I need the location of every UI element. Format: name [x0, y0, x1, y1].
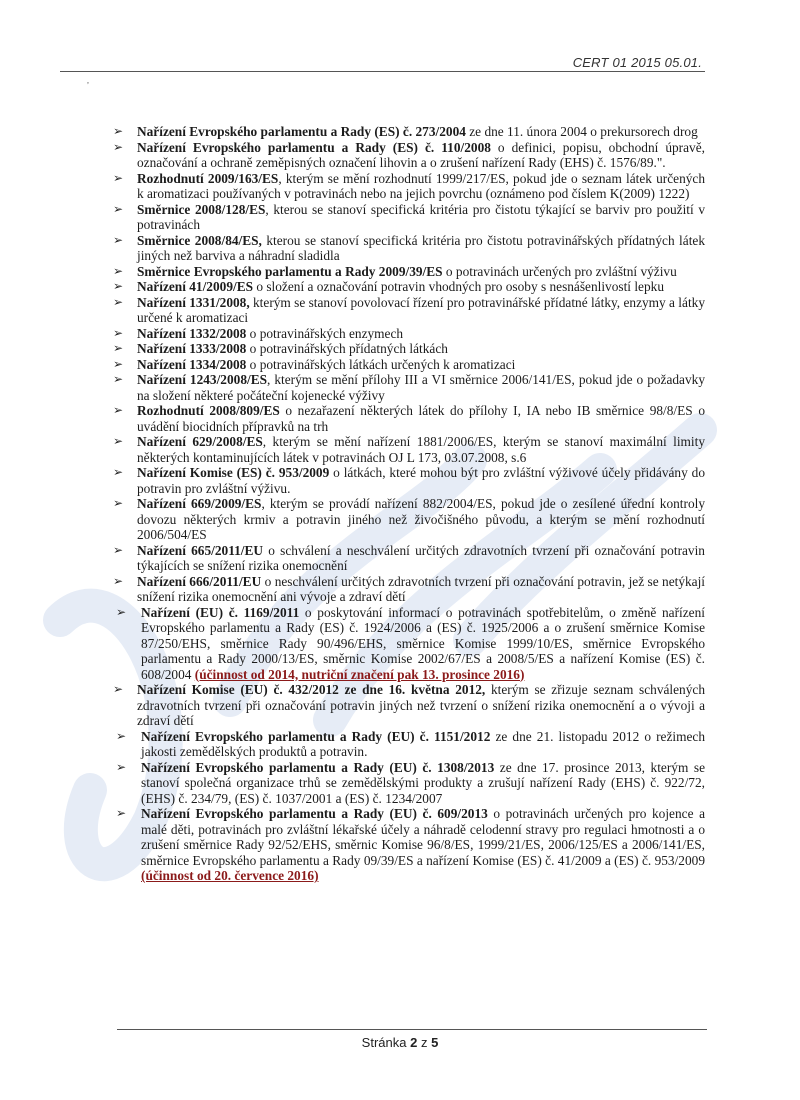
regulation-title: Nařízení Komise (EU) č. 432/2012 ze dne 16. května 2012,	[137, 682, 486, 697]
regulation-item	[113, 682, 705, 729]
arrowhead-bullet-icon: ➢	[113, 170, 124, 185]
regulation-description: , kterým se mění přílohy III a VI směrnice 2006/141/ES, pokud jde o požadavky na složení některé počáteční kojenecké výživy	[137, 372, 705, 403]
regulation-title: Směrnice Evropského parlamentu a Rady 2009/39/ES	[137, 263, 443, 279]
regulation-description: kterým se zřizuje seznam schválených zdravotních tvrzení při označování potravin jiných než tvrzení o snížení rizika onemocnění a o vývoji a zdraví dětí	[137, 682, 705, 728]
regulation-title: Nařízení Evropského parlamentu a Rady (ES) č. 273/2004	[137, 124, 466, 139]
regulation-list	[113, 124, 705, 884]
arrowhead-bullet-icon: ➢	[116, 759, 127, 774]
arrowhead-bullet-icon: ➢	[113, 356, 124, 371]
regulation-item	[113, 372, 705, 403]
regulation-item	[113, 465, 705, 496]
regulation-title: Nařízení 629/2008/ES	[137, 434, 263, 449]
regulation-description: , kterým se mění rozhodnutí 1999/217/ES, pokud jde o seznam látek určených k aromatizaci používaných v potravinách nebo na jejich povrchu (oznámeno pod číslem K(2009) 1222)	[137, 170, 706, 201]
arrowhead-bullet-icon: ➢	[113, 232, 124, 247]
arrowhead-bullet-icon: ➢	[113, 279, 124, 293]
regulation-description: o látkách, které mohou být pro zvláštní výživové účely přidávány do potravin pro zvláštní výživu.	[137, 465, 705, 496]
regulation-item	[113, 171, 705, 202]
regulation-item	[113, 341, 705, 357]
page-label: Stránka	[361, 1035, 407, 1050]
regulation-title: Nařízení 665/2011/EU	[137, 542, 264, 558]
regulation-item	[113, 326, 705, 342]
regulation-description: , kterým se provádí nařízení 882/2004/ES, pokud jde o zesílené úřední kontroly dovozu některých krmiv a potravin jiného než živočišného původu, a kterým se mění rozhodnutí 2006/504/ES	[137, 496, 705, 542]
regulation-description: o potravinářských přídatných látkách	[246, 341, 448, 356]
regulation-title: Nařízení (EU) č. 1169/2011	[141, 604, 300, 620]
arrowhead-bullet-icon: ➢	[113, 139, 124, 154]
arrowhead-bullet-icon: ➢	[113, 325, 124, 340]
effective-date-note: (účinnost od 20. července 2016)	[141, 868, 319, 883]
regulation-title: Rozhodnutí 2008/809/ES	[137, 403, 280, 418]
regulation-description: kterou se stanoví specifická kritéria pro čistotu potravinářských přídatných látek jiných než barviva a náhradní sladidla	[137, 232, 705, 263]
of-label: z	[420, 1035, 428, 1050]
arrowhead-bullet-icon: ➢	[113, 403, 124, 417]
regulation-description: o poskytování informací o potravinách spotřebitelům, o změně nařízení Evropského parlamentu a Rady (ES) č. 1924/2006 a (ES) č. 1925/2006 a o zrušení směrnice Komise 87/250/EHS, směrnice Rady 90/496/EHS, směrnice Komise 1999/10/ES, směrnice Evropského parlamentu a Rady 2000/13/ES, směrnic Komise 2002/67/ES a 2008/5/ES a nařízení Komise (ES) č. 608/2004	[141, 604, 705, 682]
regulation-item	[113, 202, 705, 233]
arrowhead-bullet-icon: ➢	[113, 294, 124, 309]
regulation-item	[113, 543, 705, 574]
regulation-item	[113, 806, 705, 884]
document-reference: CERT 01 2015 05.01.	[572, 55, 702, 70]
regulation-item	[113, 279, 705, 295]
page-footer	[0, 1035, 800, 1050]
regulation-description: o potravinářských enzymech	[246, 325, 404, 341]
regulation-item	[113, 403, 705, 434]
regulation-description: o definici, popisu, obchodní úpravě, označování a ochraně zeměpisných označení lihovin a o zrušení nařízení Rady (EHS) č. 1576/89.".	[137, 139, 705, 170]
arrowhead-bullet-icon: ➢	[116, 728, 127, 743]
arrowhead-bullet-icon: ➢	[113, 124, 124, 138]
regulation-item	[113, 496, 705, 543]
regulation-title: Rozhodnutí 2009/163/ES	[137, 170, 279, 186]
regulation-title: Nařízení 1333/2008	[137, 341, 247, 356]
regulation-item	[113, 264, 705, 280]
regulation-title: Nařízení 1243/2008/ES	[137, 372, 268, 387]
regulation-title: Nařízení 669/2009/ES	[137, 496, 262, 511]
regulation-item	[113, 574, 705, 605]
regulation-description: o potravinářských látkách určených k aromatizaci	[246, 356, 516, 372]
regulation-description: , kterou se stanoví specifická kritéria pro čistotu týkající se barviv pro použití v potravinách	[137, 201, 705, 232]
regulation-description: kterým se stanoví povolovací řízení pro potravinářské přídatné látky, enzymy a látky určené k aromatizaci	[137, 294, 705, 325]
regulation-title: Nařízení 1334/2008	[137, 356, 247, 372]
regulation-description: o složení a označování potravin vhodných pro osoby s nesnášenlivostí lepku	[253, 279, 664, 294]
regulation-description: o potravinách určených pro zvláštní výživu	[442, 263, 677, 279]
regulation-description: o potravinách určených pro kojence a malé děti, potravinách pro zvláštní lékařské účely a náhradě celodenní stravy pro regulaci hmotnosti a o zrušení směrnice Rady 92/52/EHS, směrnic Komise 96/8/ES, 1999/21/ES, 2006/125/ES a 2006/141/ES, směrnice Evropského parlamentu a Rady 09/39/ES a nařízení Komise (ES) č. 41/2009 a (ES) č. 953/2009	[141, 806, 705, 868]
regulation-title: Směrnice 2008/128/ES	[137, 201, 266, 217]
regulation-item	[113, 295, 705, 326]
arrowhead-bullet-icon: ➢	[116, 604, 127, 619]
regulation-description: , kterým se mění nařízení 1881/2006/ES, kterým se stanoví maximální limity některých kontaminujících látek v potravinách OJ L 173, 03.07.2008, s.6	[137, 434, 705, 465]
regulation-title: Nařízení Evropského parlamentu a Rady (EU) č. 609/2013	[141, 806, 488, 821]
regulation-title: Směrnice 2008/84/ES,	[137, 232, 262, 248]
regulation-description: o nezařazení některých látek do přílohy I, IA nebo IB směrnice 98/8/ES o uvádění biocidních přípravků na trh	[137, 403, 705, 434]
regulation-item	[113, 605, 705, 683]
effective-date-note: (účinnost od 2014, nutriční značení pak 13. prosince 2016)	[194, 666, 525, 682]
arrowhead-bullet-icon: ➢	[113, 573, 124, 588]
arrowhead-bullet-icon: ➢	[113, 496, 124, 510]
regulation-description: o schválení a neschválení určitých zdravotních tvrzení při označování potravin týkajících se snížení rizika onemocnění	[137, 542, 705, 573]
regulation-item	[113, 434, 705, 465]
regulation-title: Nařízení Evropského parlamentu a Rady (ES) č. 110/2008	[137, 139, 491, 155]
regulation-title: Nařízení Evropského parlamentu a Rady (EU) č. 1308/2013	[141, 759, 495, 775]
arrowhead-bullet-icon: ➢	[113, 682, 124, 696]
arrowhead-bullet-icon: ➢	[113, 465, 124, 479]
arrowhead-bullet-icon: ➢	[113, 201, 124, 216]
regulation-item	[113, 357, 705, 373]
regulation-description: ze dne 21. listopadu 2012 o režimech jakosti zemědělských produktů a potravin.	[141, 728, 705, 759]
regulation-item	[113, 729, 705, 760]
header-rule	[60, 71, 705, 72]
regulation-description: o neschválení určitých zdravotních tvrzení při označování potravin, jež se netýkají snížení rizika onemocnění ani vývoje a zdraví dětí	[137, 573, 706, 604]
arrowhead-bullet-icon: ➢	[113, 341, 124, 355]
regulation-item	[113, 760, 705, 807]
regulation-description: ze dne 11. února 2004 o prekursorech drog	[465, 124, 698, 139]
regulation-description: ze dne 17. prosince 2013, kterým se stanoví společná organizace trhů se zemědělskými produkty a zrušují nařízení Rady (EHS) č. 922/72, (EHS) č. 234/79, (ES) č. 1037/2001 a (ES) č. 1234/2007	[141, 759, 705, 806]
arrowhead-bullet-icon: ➢	[113, 542, 124, 557]
arrowhead-bullet-icon: ➢	[113, 372, 124, 386]
regulation-title: Nařízení Evropského parlamentu a Rady (EU) č. 1151/2012	[141, 728, 491, 744]
regulation-title: Nařízení 41/2009/ES	[137, 279, 254, 294]
arrowhead-bullet-icon: ➢	[116, 806, 127, 820]
regulation-title: Nařízení 1332/2008	[137, 325, 247, 341]
arrowhead-bullet-icon: ➢	[113, 263, 124, 278]
current-page: 2	[410, 1035, 418, 1050]
regulation-item	[113, 140, 705, 171]
arrowhead-bullet-icon: ➢	[113, 434, 124, 448]
regulation-item	[113, 233, 705, 264]
regulation-item	[113, 124, 705, 140]
total-pages: 5	[431, 1035, 439, 1050]
regulation-title: Nařízení 1331/2008,	[137, 294, 250, 310]
footer-rule	[117, 1029, 707, 1030]
regulation-title: Nařízení 666/2011/EU	[137, 573, 262, 589]
scan-mark: ,	[87, 76, 89, 85]
regulation-title: Nařízení Komise (ES) č. 953/2009	[137, 465, 330, 480]
